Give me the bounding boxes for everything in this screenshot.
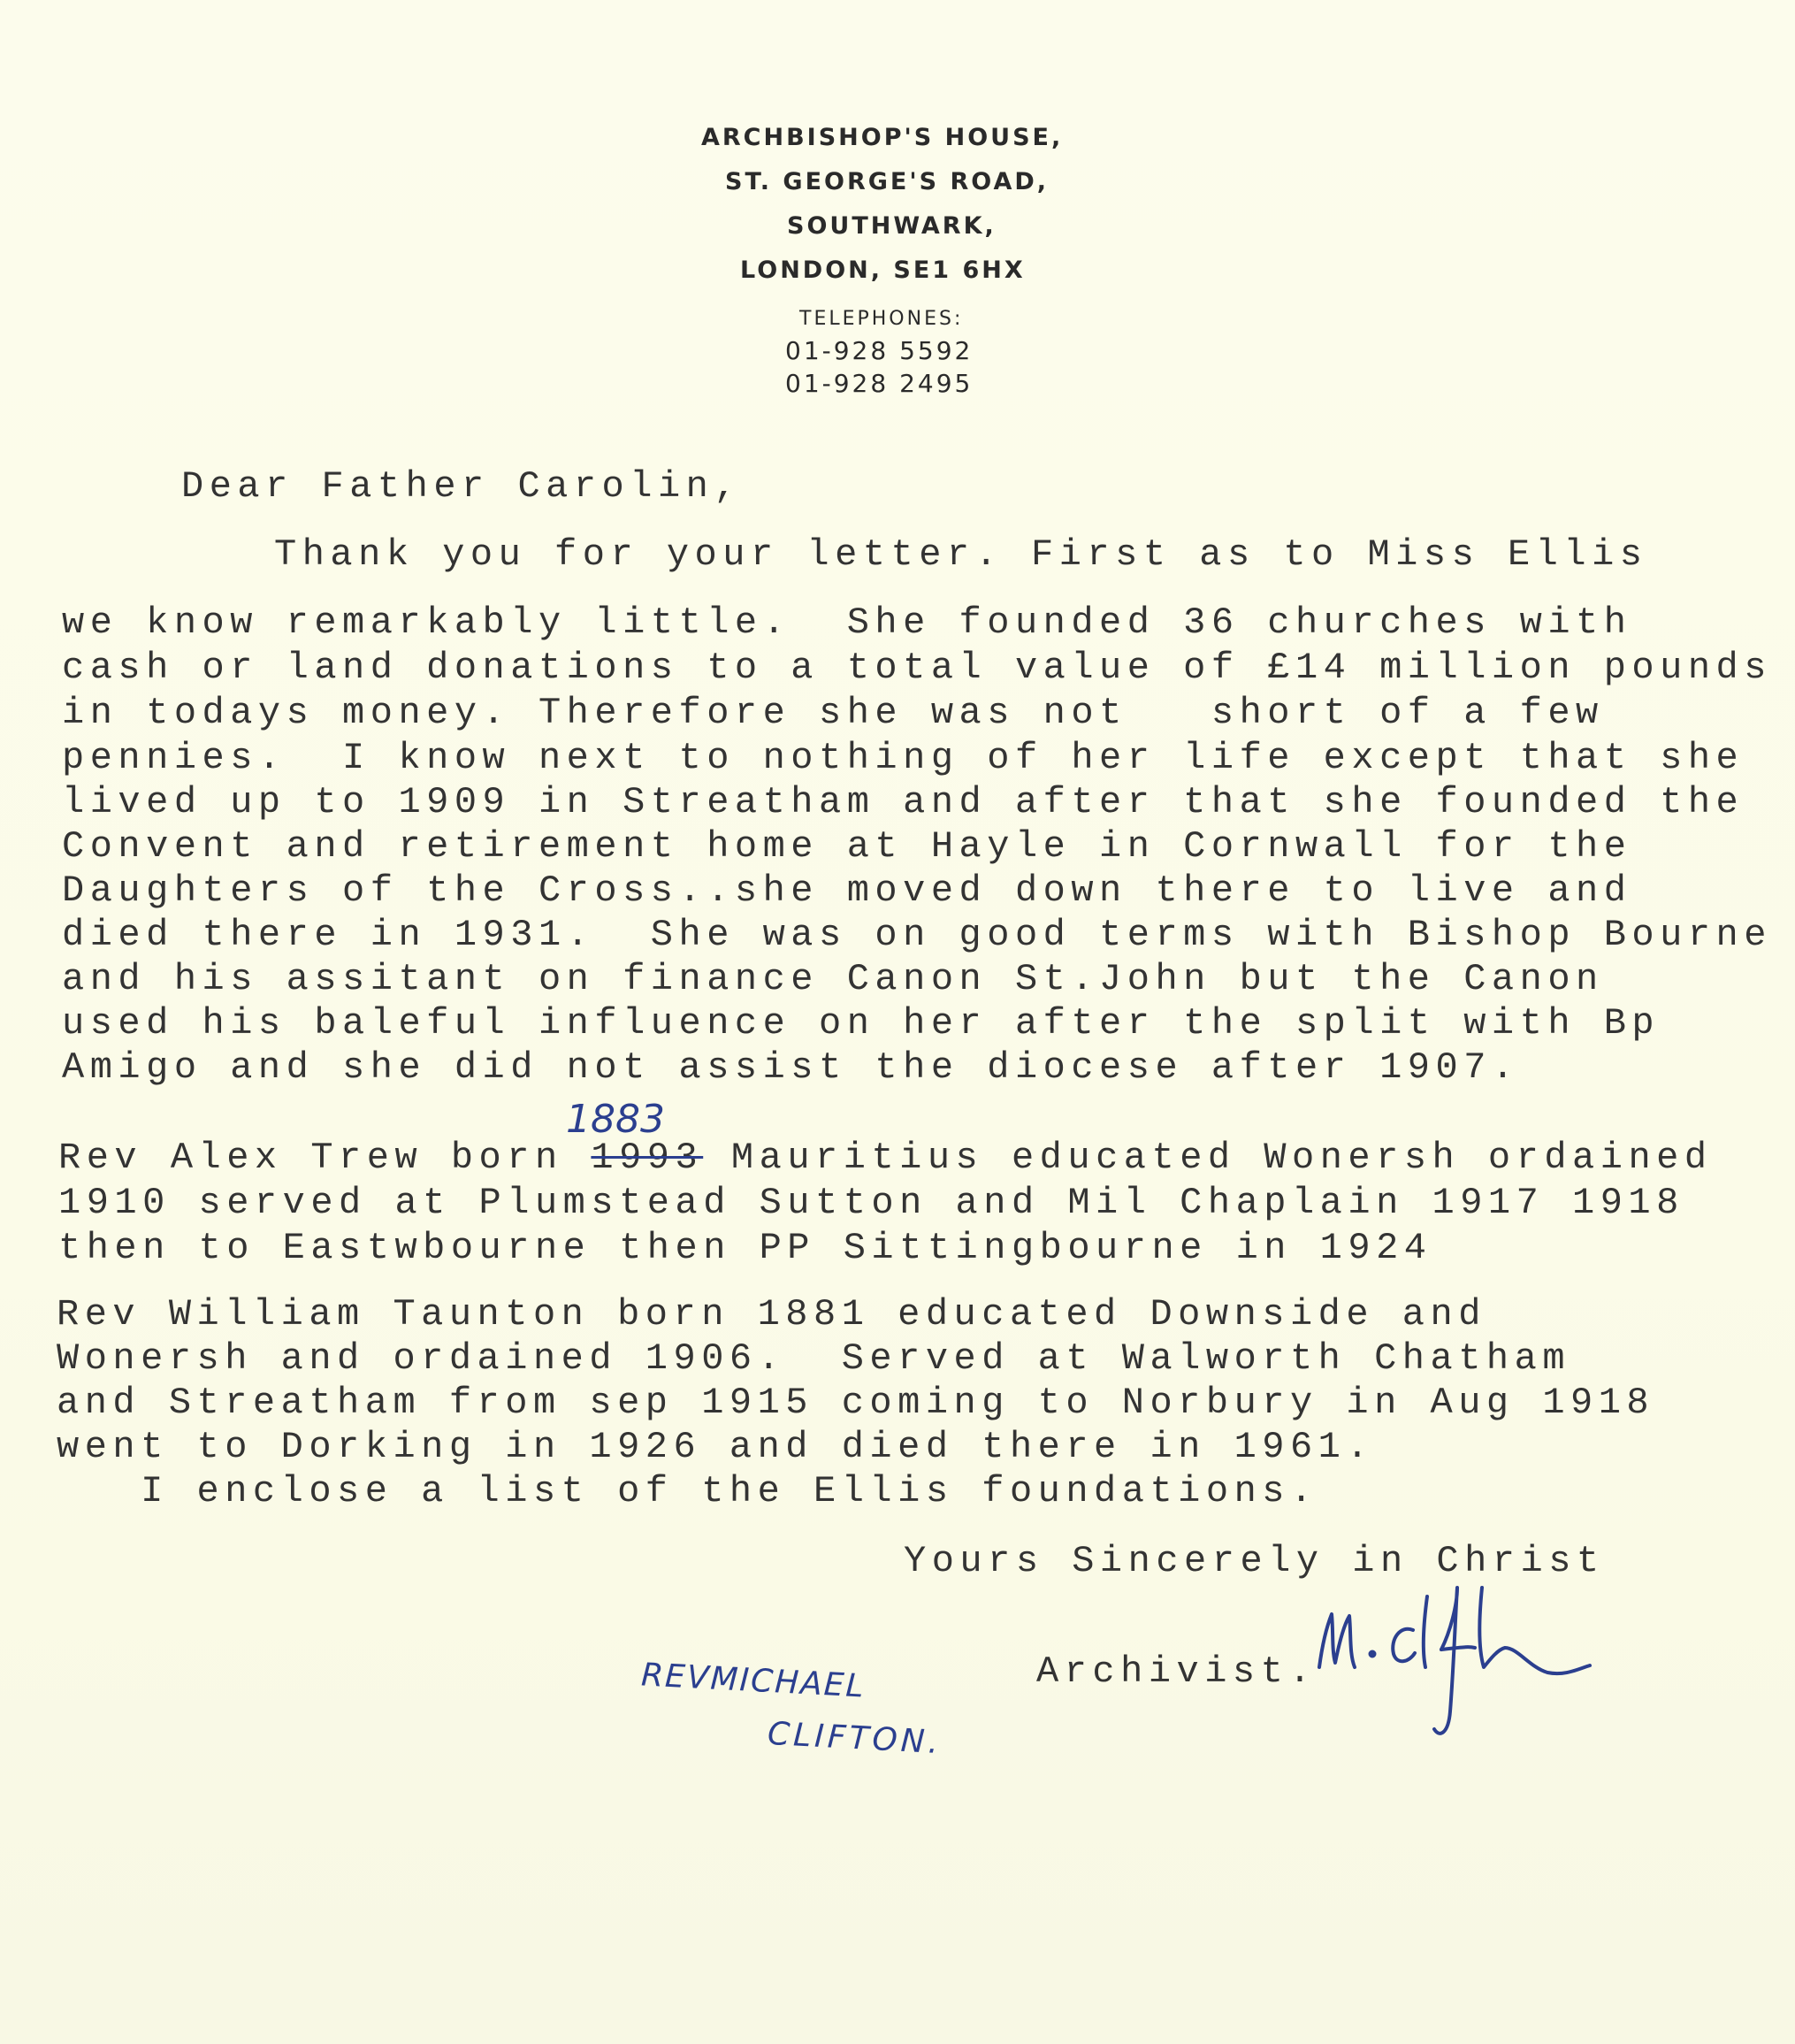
para1-line: cash or land donations to a total value of £14 million pounds: [62, 647, 1772, 689]
para1-line: Daughters of the Cross..she moved down there to live and: [62, 869, 1632, 912]
phone-1: 01-928 5592: [785, 336, 974, 365]
telephones-label: TELEPHONES:: [799, 308, 964, 330]
para1-line: died there in 1931. She was on good terms with Bishop Bourne: [62, 914, 1772, 956]
para3-line: went to Dorking in 1926 and died there in 1961.: [57, 1426, 1375, 1468]
handwritten-correction-year: 1883: [566, 1097, 665, 1142]
para2-line-1-before: Rev Alex Trew born: [58, 1137, 592, 1179]
para3-line: I enclose a list of the Ellis foundations.: [57, 1470, 1318, 1512]
para3-line: and Streatham from sep 1915 coming to Norbury in Aug 1918: [57, 1382, 1655, 1424]
para1-line: used his baleful influence on her after the split with Bp: [62, 1002, 1661, 1045]
letterhead-line-2: ST. GEORGE'S ROAD,: [725, 168, 1050, 195]
para1-line: Amigo and she did not assist the diocese after 1907.: [62, 1046, 1520, 1089]
para1-line: lived up to 1909 in Streatham and after that she founded the: [62, 781, 1745, 823]
letterhead-line-4: LONDON, SE1 6HX: [740, 256, 1026, 284]
signature-image: [1309, 1570, 1600, 1747]
handwritten-name-line-2: CLIFTON.: [767, 1715, 943, 1762]
letterhead-line-3: SOUTHWARK,: [787, 212, 997, 240]
closing: Yours Sincerely in Christ: [904, 1540, 1605, 1582]
para1-line: pennies. I know next to nothing of her life except that she: [62, 737, 1745, 779]
para1-line: Thank you for your letter. First as to Miss Ellis: [274, 533, 1648, 576]
letterhead-line-1: ARCHBISHOP'S HOUSE,: [701, 124, 1064, 151]
archivist-title: Archivist.: [1036, 1650, 1318, 1693]
para1-line: and his assitant on finance Canon St.John but the Canon: [62, 958, 1604, 1000]
para3-line: Rev William Taunton born 1881 educated Downside and: [57, 1293, 1486, 1336]
para2-line: then to Eastwbourne then PP Sittingbourne in 1924: [58, 1227, 1432, 1269]
handwritten-name-line-1: REVMICHAEL: [640, 1657, 867, 1705]
para1-line: in todays money. Therefore she was not short of a few: [62, 692, 1604, 734]
para1-line: Convent and retirement home at Hayle in Cornwall for the: [62, 825, 1632, 868]
salutation: Dear Father Carolin,: [181, 465, 743, 508]
struck-year: 1993: [591, 1137, 704, 1179]
para3-line: Wonersh and ordained 1906. Served at Walworth Chatham: [57, 1337, 1571, 1380]
para2-line-1-after: Mauritius educated Wonersh ordained: [703, 1137, 1713, 1179]
para2-line: 1910 served at Plumstead Sutton and Mil Chaplain 1917 1918: [58, 1182, 1684, 1224]
para1-line: we know remarkably little. She founded 36 churches with: [62, 601, 1632, 644]
para2-line-1: [58, 1137, 1713, 1179]
phone-2: 01-928 2495: [785, 369, 974, 398]
